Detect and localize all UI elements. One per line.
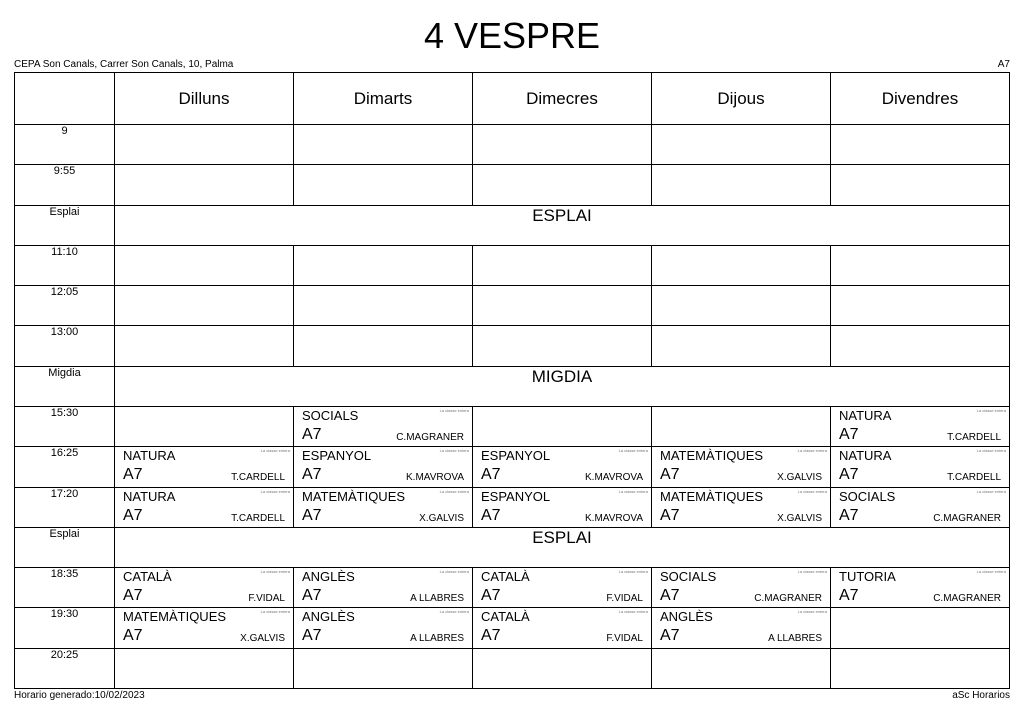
lesson-cell — [652, 447, 831, 487]
lesson-room: A7 — [660, 466, 680, 484]
lesson-subject: ESPANYOL — [481, 488, 551, 504]
lesson — [294, 568, 472, 607]
empty-slot — [294, 165, 473, 205]
lesson-note: La classe entera — [797, 448, 827, 454]
lesson-teacher: T.CARDELL — [231, 472, 285, 484]
empty-slot — [831, 165, 1010, 205]
empty-slot — [294, 245, 473, 285]
lesson-room: A7 — [660, 506, 680, 524]
lesson-cell — [473, 487, 652, 527]
corner-cell — [15, 73, 115, 125]
empty-slot — [473, 286, 652, 326]
lesson-note: La classe entera — [439, 569, 469, 575]
lesson-teacher: A LLABRES — [410, 633, 464, 645]
empty-slot — [652, 125, 831, 165]
lesson-teacher: C.MAGRANER — [933, 593, 1001, 605]
lesson-note: La classe entera — [797, 609, 827, 615]
lesson-note: La classe entera — [618, 569, 648, 575]
period-row — [15, 286, 1010, 326]
lesson-note: La classe entera — [797, 488, 827, 494]
lesson-note: La classe entera — [976, 488, 1006, 494]
lesson-note: La classe entera — [618, 448, 648, 454]
empty-slot — [294, 648, 473, 688]
period-time: 18:35 — [15, 568, 115, 608]
period-time: 16:25 — [15, 447, 115, 487]
lesson-room: A7 — [839, 506, 859, 524]
lesson — [115, 488, 293, 527]
lesson-subject: MATEMÀTIQUES — [302, 488, 406, 504]
lesson-room: A7 — [123, 587, 143, 605]
day-header: Dimecres — [473, 73, 652, 125]
lesson-note: La classe entera — [439, 448, 469, 454]
lesson — [473, 608, 651, 647]
period-time: 9:55 — [15, 165, 115, 205]
lesson-note: La classe entera — [797, 569, 827, 575]
break-row — [15, 205, 1010, 245]
empty-slot — [652, 406, 831, 446]
lesson-teacher: T.CARDELL — [231, 512, 285, 524]
lesson — [831, 407, 1009, 446]
lesson-subject: CATALÀ — [481, 609, 530, 625]
lesson-room: A7 — [839, 425, 859, 443]
lesson-note: La classe entera — [439, 609, 469, 615]
period-time: 13:00 — [15, 326, 115, 366]
lesson-cell — [115, 568, 294, 608]
lesson — [115, 447, 293, 486]
empty-slot — [652, 165, 831, 205]
lesson-cell — [115, 447, 294, 487]
day-header: Dilluns — [115, 73, 294, 125]
period-time: 15:30 — [15, 406, 115, 446]
lesson-note: La classe entera — [976, 569, 1006, 575]
period-row — [15, 245, 1010, 285]
lesson — [294, 488, 472, 527]
lesson-room: A7 — [302, 466, 322, 484]
lesson-cell — [652, 568, 831, 608]
lesson — [473, 447, 651, 486]
lesson-subject: ESPANYOL — [302, 448, 372, 464]
lesson-teacher: F.VIDAL — [606, 593, 643, 605]
empty-slot — [115, 125, 294, 165]
empty-slot — [473, 648, 652, 688]
lesson — [831, 488, 1009, 527]
lesson-cell — [831, 406, 1010, 446]
empty-slot — [473, 125, 652, 165]
empty-slot — [115, 406, 294, 446]
lesson-note: La classe entera — [976, 448, 1006, 454]
lesson — [294, 407, 472, 446]
lesson-note: La classe entera — [260, 488, 290, 494]
lesson-subject: ANGLÈS — [302, 609, 355, 625]
lesson-subject: SOCIALS — [660, 569, 717, 585]
school-address: CEPA Son Canals, Carrer Son Canals, 10, Palma — [14, 59, 234, 70]
empty-slot — [652, 245, 831, 285]
break-label: ESPLAI — [115, 527, 1010, 567]
lesson-note: La classe entera — [260, 448, 290, 454]
lesson-room: A7 — [481, 506, 501, 524]
generated-date: Horario generado:10/02/2023 — [14, 690, 145, 701]
lesson-cell — [652, 487, 831, 527]
lesson-room: A7 — [302, 587, 322, 605]
lesson-teacher: K.MAVROVA — [585, 512, 643, 524]
lesson-cell — [294, 447, 473, 487]
lesson — [294, 447, 472, 486]
lesson-note: La classe entera — [260, 569, 290, 575]
empty-slot — [115, 326, 294, 366]
lesson-note: La classe entera — [618, 488, 648, 494]
lesson-subject: NATURA — [839, 407, 892, 423]
empty-slot — [115, 286, 294, 326]
lesson-cell — [115, 608, 294, 648]
lesson-subject: ANGLÈS — [660, 609, 713, 625]
lesson-teacher: A LLABRES — [410, 593, 464, 605]
empty-slot — [294, 326, 473, 366]
lesson-cell — [294, 487, 473, 527]
lesson-subject: TUTORIA — [839, 569, 896, 585]
period-time: 19:30 — [15, 608, 115, 648]
day-header-row — [15, 73, 1010, 125]
empty-slot — [473, 245, 652, 285]
class-code: A7 — [997, 59, 1010, 70]
lesson-teacher: T.CARDELL — [947, 472, 1001, 484]
lesson — [115, 568, 293, 607]
lesson-subject: SOCIALS — [302, 407, 359, 423]
empty-slot — [473, 326, 652, 366]
lesson-teacher: C.MAGRANER — [396, 431, 464, 443]
lesson-teacher: X.GALVIS — [419, 512, 464, 524]
generator-credit: aSc Horarios — [952, 690, 1010, 701]
lesson — [652, 568, 830, 607]
lesson-cell — [831, 487, 1010, 527]
lesson-room: A7 — [839, 587, 859, 605]
period-row — [15, 568, 1010, 608]
lesson-subject: MATEMÀTIQUES — [660, 488, 764, 504]
empty-slot — [294, 286, 473, 326]
lesson-subject: CATALÀ — [481, 569, 530, 585]
lesson-cell — [473, 447, 652, 487]
lesson-teacher: K.MAVROVA — [406, 472, 464, 484]
lesson-subject: NATURA — [839, 448, 892, 464]
lesson-cell — [652, 608, 831, 648]
lesson-room: A7 — [123, 506, 143, 524]
empty-slot — [831, 648, 1010, 688]
lesson-room: A7 — [302, 627, 322, 645]
lesson-room: A7 — [481, 587, 501, 605]
empty-slot — [831, 286, 1010, 326]
lesson-room: A7 — [302, 506, 322, 524]
lesson-teacher: T.CARDELL — [947, 431, 1001, 443]
period-row — [15, 406, 1010, 446]
lesson-teacher: X.GALVIS — [240, 633, 285, 645]
lesson-cell — [294, 568, 473, 608]
lesson-cell — [473, 608, 652, 648]
lesson-room: A7 — [839, 466, 859, 484]
lesson-cell — [294, 608, 473, 648]
period-time: 20:25 — [15, 648, 115, 688]
lesson — [652, 608, 830, 647]
lesson-room: A7 — [123, 466, 143, 484]
lesson-cell — [473, 568, 652, 608]
timetable-body — [15, 125, 1010, 689]
lesson-room: A7 — [481, 627, 501, 645]
lesson-teacher: X.GALVIS — [777, 512, 822, 524]
period-row — [15, 487, 1010, 527]
lesson — [831, 447, 1009, 486]
lesson-subject: MATEMÀTIQUES — [660, 448, 764, 464]
lesson-subject: CATALÀ — [123, 569, 172, 585]
empty-slot — [473, 165, 652, 205]
period-time: 9 — [15, 125, 115, 165]
lesson — [652, 488, 830, 527]
break-label: ESPLAI — [115, 205, 1010, 245]
empty-slot — [652, 286, 831, 326]
lesson-room: A7 — [660, 627, 680, 645]
period-row — [15, 326, 1010, 366]
period-row — [15, 125, 1010, 165]
empty-slot — [652, 648, 831, 688]
period-time: Esplai — [15, 527, 115, 567]
period-time: Esplai — [15, 205, 115, 245]
break-row — [15, 366, 1010, 406]
lesson-note: La classe entera — [439, 488, 469, 494]
empty-slot — [652, 326, 831, 366]
lesson-cell — [294, 406, 473, 446]
lesson-cell — [831, 447, 1010, 487]
day-header: Dimarts — [294, 73, 473, 125]
lesson — [294, 608, 472, 647]
lesson-room: A7 — [302, 425, 322, 443]
lesson-teacher: C.MAGRANER — [933, 512, 1001, 524]
lesson-subject: ESPANYOL — [481, 448, 551, 464]
lesson-teacher: F.VIDAL — [248, 593, 285, 605]
empty-slot — [115, 648, 294, 688]
day-header: Dijous — [652, 73, 831, 125]
lesson-room: A7 — [481, 466, 501, 484]
lesson-room: A7 — [123, 627, 143, 645]
period-time: 11:10 — [15, 245, 115, 285]
empty-slot — [831, 326, 1010, 366]
lesson — [473, 568, 651, 607]
empty-slot — [473, 406, 652, 446]
period-time: 12:05 — [15, 286, 115, 326]
empty-slot — [831, 245, 1010, 285]
lesson — [473, 488, 651, 527]
lesson-cell — [831, 568, 1010, 608]
lesson-subject: NATURA — [123, 448, 176, 464]
empty-slot — [115, 165, 294, 205]
lesson-teacher: K.MAVROVA — [585, 472, 643, 484]
lesson-note: La classe entera — [618, 609, 648, 615]
period-row — [15, 165, 1010, 205]
lesson-teacher: A LLABRES — [768, 633, 822, 645]
break-label: MIGDIA — [115, 366, 1010, 406]
empty-slot — [115, 245, 294, 285]
lesson-note: La classe entera — [976, 407, 1006, 413]
lesson-room: A7 — [660, 587, 680, 605]
lesson-subject: ANGLÈS — [302, 569, 355, 585]
lesson — [831, 568, 1009, 607]
period-row — [15, 447, 1010, 487]
page-title: 4 VESPRE — [423, 15, 601, 56]
empty-slot — [294, 125, 473, 165]
lesson-note: La classe entera — [260, 609, 290, 615]
lesson — [115, 608, 293, 647]
lesson-subject: MATEMÀTIQUES — [123, 609, 227, 625]
period-time: Migdia — [15, 366, 115, 406]
lesson-subject: NATURA — [123, 488, 176, 504]
lesson-cell — [115, 487, 294, 527]
empty-slot — [831, 125, 1010, 165]
period-row — [15, 648, 1010, 688]
lesson-teacher: X.GALVIS — [777, 472, 822, 484]
period-time: 17:20 — [15, 487, 115, 527]
lesson-subject: SOCIALS — [839, 488, 896, 504]
empty-slot — [831, 608, 1010, 648]
lesson-note: La classe entera — [439, 407, 469, 413]
lesson-teacher: C.MAGRANER — [754, 593, 822, 605]
break-row — [15, 527, 1010, 567]
period-row — [15, 608, 1010, 648]
day-header: Divendres — [831, 73, 1010, 125]
timetable — [14, 72, 1010, 689]
lesson — [652, 447, 830, 486]
lesson-teacher: F.VIDAL — [606, 633, 643, 645]
